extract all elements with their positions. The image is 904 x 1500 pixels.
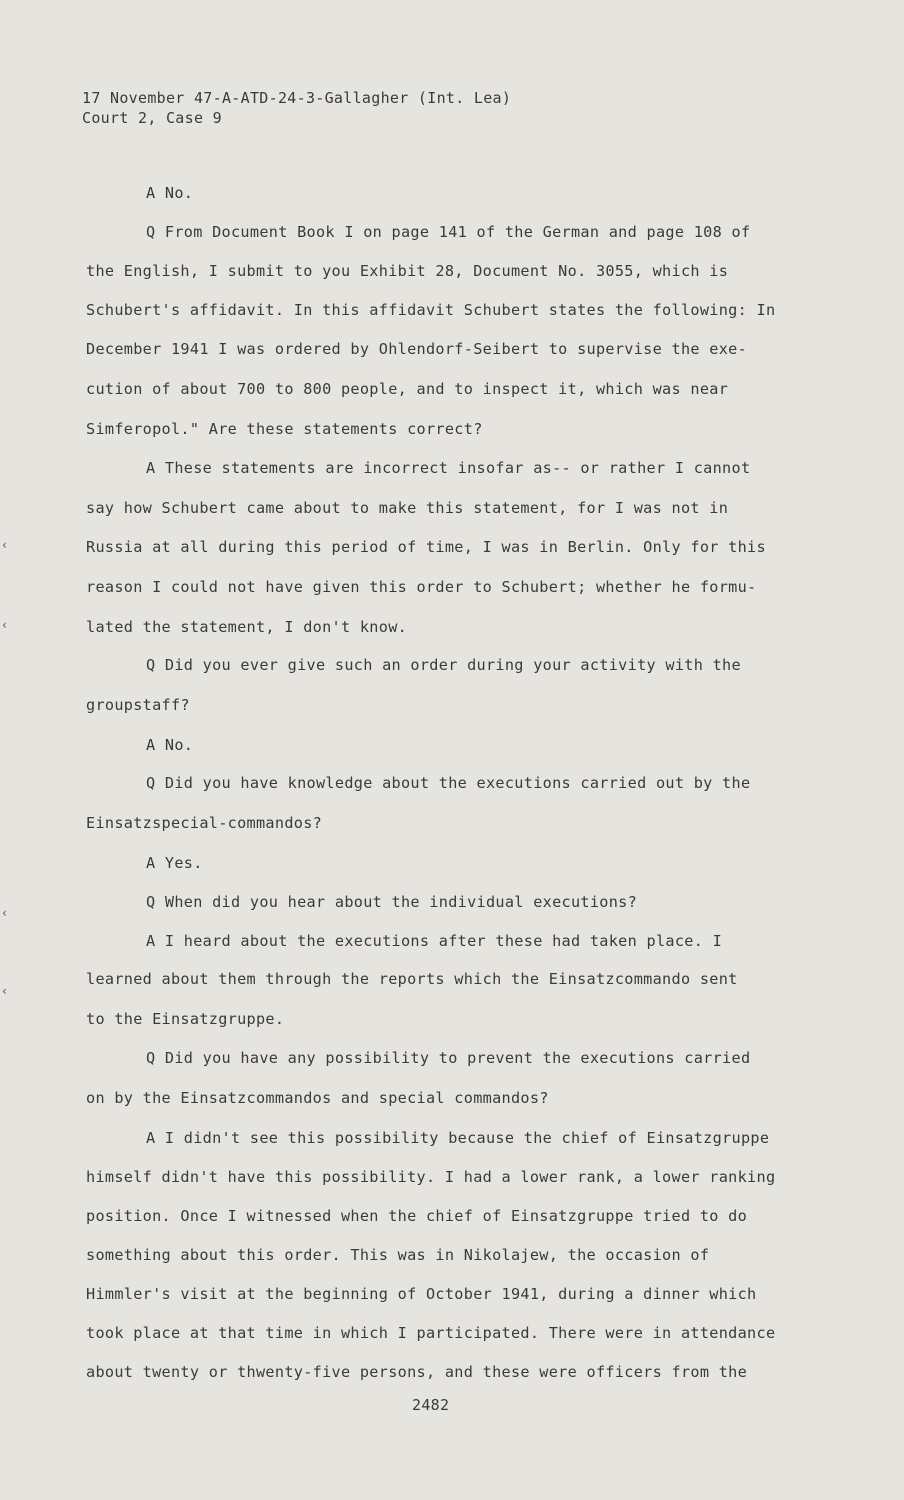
page-number: 2482 xyxy=(412,1396,450,1414)
text-line: A No. xyxy=(146,184,194,202)
text-line: Q Did you ever give such an order during your activity with the xyxy=(146,656,741,674)
text-line: say how Schubert came about to make this statement, for I was not in xyxy=(86,499,729,517)
margin-tick-mark: ‹ xyxy=(2,538,8,552)
text-line: Simferopol." Are these statements correct? xyxy=(86,420,483,438)
margin-tick-mark: ‹ xyxy=(2,906,8,920)
text-line: Himmler's visit at the beginning of October 1941, during a dinner which xyxy=(86,1285,757,1303)
margin-tick-mark: ‹ xyxy=(2,984,8,998)
text-line: something about this order. This was in Nikolajew, the occasion of xyxy=(86,1246,710,1264)
text-line: Russia at all during this period of time, I was in Berlin. Only for this xyxy=(86,538,766,556)
text-line: Q When did you hear about the individual executions? xyxy=(146,893,638,911)
text-line: A Yes. xyxy=(146,854,203,872)
document-header xyxy=(82,88,511,128)
text-line: position. Once I witnessed when the chief of Einsatzgruppe tried to do xyxy=(86,1207,748,1225)
header-line-2: Court 2, Case 9 xyxy=(82,109,222,127)
text-line: learned about them through the reports which the Einsatzcommando sent xyxy=(86,970,738,988)
header-line-1: 17 November 47-A-ATD-24-3-Gallagher (Int. Lea) xyxy=(82,89,512,107)
text-line: the English, I submit to you Exhibit 28, Document No. 3055, which is xyxy=(86,262,729,280)
text-line: A These statements are incorrect insofar as-- or rather I cannot xyxy=(146,459,751,477)
text-line: himself didn't have this possibility. I had a lower rank, a lower ranking xyxy=(86,1168,776,1186)
text-line: Q Did you have any possibility to prevent the executions carried xyxy=(146,1049,751,1067)
text-line: to the Einsatzgruppe. xyxy=(86,1010,285,1028)
text-line: Q From Document Book I on page 141 of the German and page 108 of xyxy=(146,223,751,241)
text-line: December 1941 I was ordered by Ohlendorf-Seibert to supervise the exe- xyxy=(86,340,748,358)
text-line: A I heard about the executions after these had taken place. I xyxy=(146,932,723,950)
text-line: about twenty or thwenty-five persons, and these were officers from the xyxy=(86,1363,748,1381)
text-line: on by the Einsatzcommandos and special commandos? xyxy=(86,1089,549,1107)
text-line: groupstaff? xyxy=(86,696,190,714)
text-line: lated the statement, I don't know. xyxy=(86,618,408,636)
text-line: reason I could not have given this order to Schubert; whether he formu- xyxy=(86,578,757,596)
text-line: cution of about 700 to 800 people, and to inspect it, which was near xyxy=(86,380,729,398)
text-line: A I didn't see this possibility because the chief of Einsatzgruppe xyxy=(146,1129,770,1147)
text-line: Q Did you have knowledge about the executions carried out by the xyxy=(146,774,751,792)
text-line: Einsatzspecial-commandos? xyxy=(86,814,323,832)
text-line: took place at that time in which I participated. There were in attendance xyxy=(86,1324,776,1342)
margin-tick-mark: ‹ xyxy=(2,618,8,632)
text-line: A No. xyxy=(146,736,194,754)
text-line: Schubert's affidavit. In this affidavit Schubert states the following: In xyxy=(86,301,776,319)
